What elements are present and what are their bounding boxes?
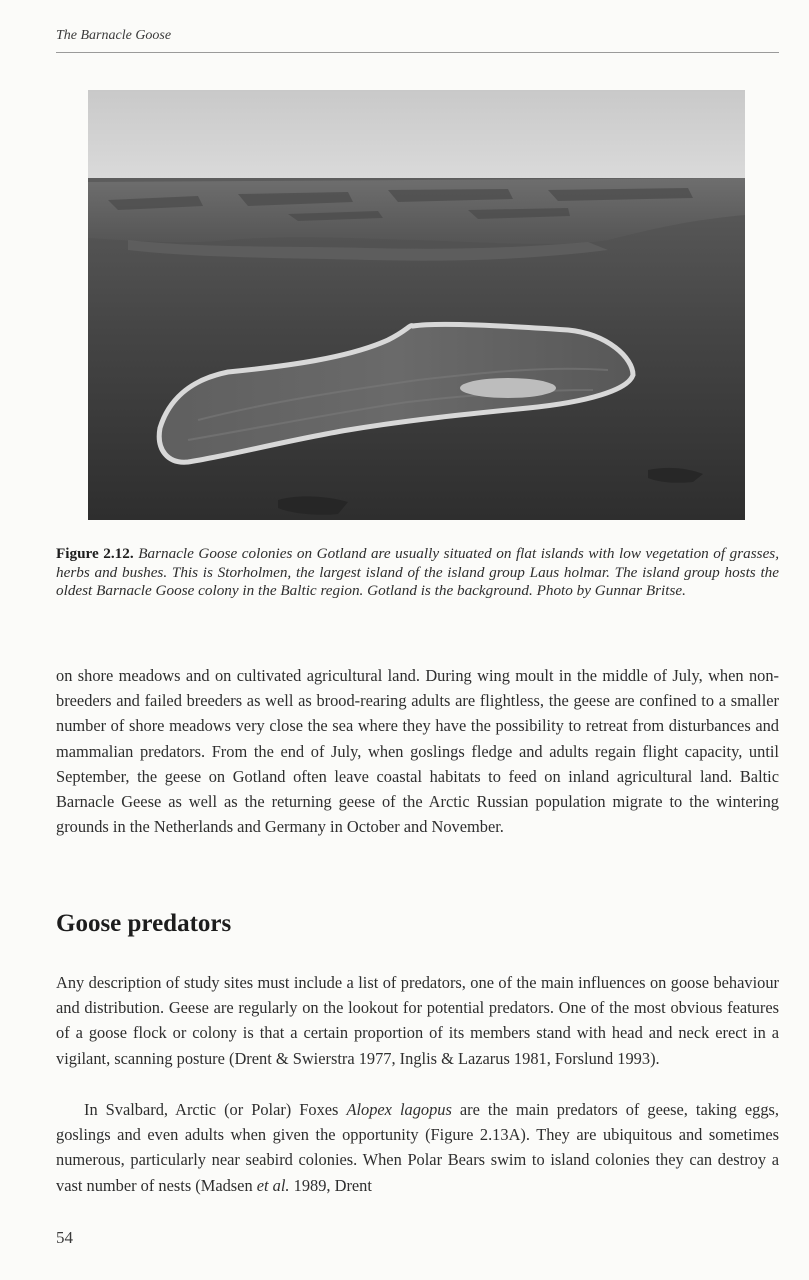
para2-end: 1989, Drent bbox=[289, 1175, 372, 1195]
figure-label: Figure 2.12. bbox=[56, 545, 134, 562]
para2-body: are the main predators of geese, taking eggs, goslings and even adults when given the opportunity (Figure 2.13A). They are ubiquitous and sometimes numerous, particularly near seabird colonies. When Polar Bears swim to island colonies they can destroy a vast number of nests (Madsen bbox=[56, 1100, 780, 1195]
section-heading: Goose predators bbox=[56, 910, 232, 937]
figure-caption-text: Barnacle Goose colonies on Gotland are usually situated on flat islands with low vegetation of grasses, herbs and bushes. This is Storholmen, the largest island of the island group Laus holmar. The island group hosts the oldest Barnacle Goose colony in the Baltic region. Gotland is the background. Photo by Gunnar Britse. bbox=[56, 545, 780, 600]
species-name: Alopex lagopus bbox=[346, 1100, 452, 1119]
figure-photo bbox=[88, 90, 745, 520]
header-rule bbox=[56, 52, 779, 53]
photo-sky bbox=[88, 90, 745, 180]
figure-caption bbox=[56, 545, 779, 601]
citation-etal: et al. bbox=[256, 1175, 290, 1195]
running-head-title: The Barnacle Goose bbox=[56, 28, 172, 43]
body-paragraph-1: on shore meadows and on cultivated agricultural land. During wing moult in the middle of July, when non-breeders and failed breeders as well as brood-rearing adults are flightless, the geese are confined to a smaller number of shore meadows very close the sea where they have the possibility to retreat from disturbances and mammalian predators. From the end of July, when goslings fledge and adults regain flight capacity, until September, the geese on Gotland often leave coastal habitats to feed on inland agricultural land. Baltic Barnacle Geese as well as the returning geese of the Arctic Russian population migrate to the wintering grounds in the Netherlands and Germany in October and November. bbox=[56, 666, 779, 837]
section-paragraph-2 bbox=[56, 1097, 779, 1198]
page-number: 54 bbox=[56, 1228, 73, 1247]
para2-intro: In Svalbard, Arctic (or Polar) Foxes bbox=[84, 1100, 347, 1119]
photo-island-pond bbox=[460, 378, 556, 398]
section-paragraph-1: Any description of study sites must include a list of predators, one of the main influences on goose behaviour and distribution. Geese are regularly on the lookout for potential predators. One of the most obvious features of a goose flock or colony is that a certain proportion of its members stand with head and neck erect in a vigilant, scanning posture (Drent & Swierstra 1977, Inglis & Lazarus 1981, Forslund 1993). bbox=[56, 973, 779, 1068]
